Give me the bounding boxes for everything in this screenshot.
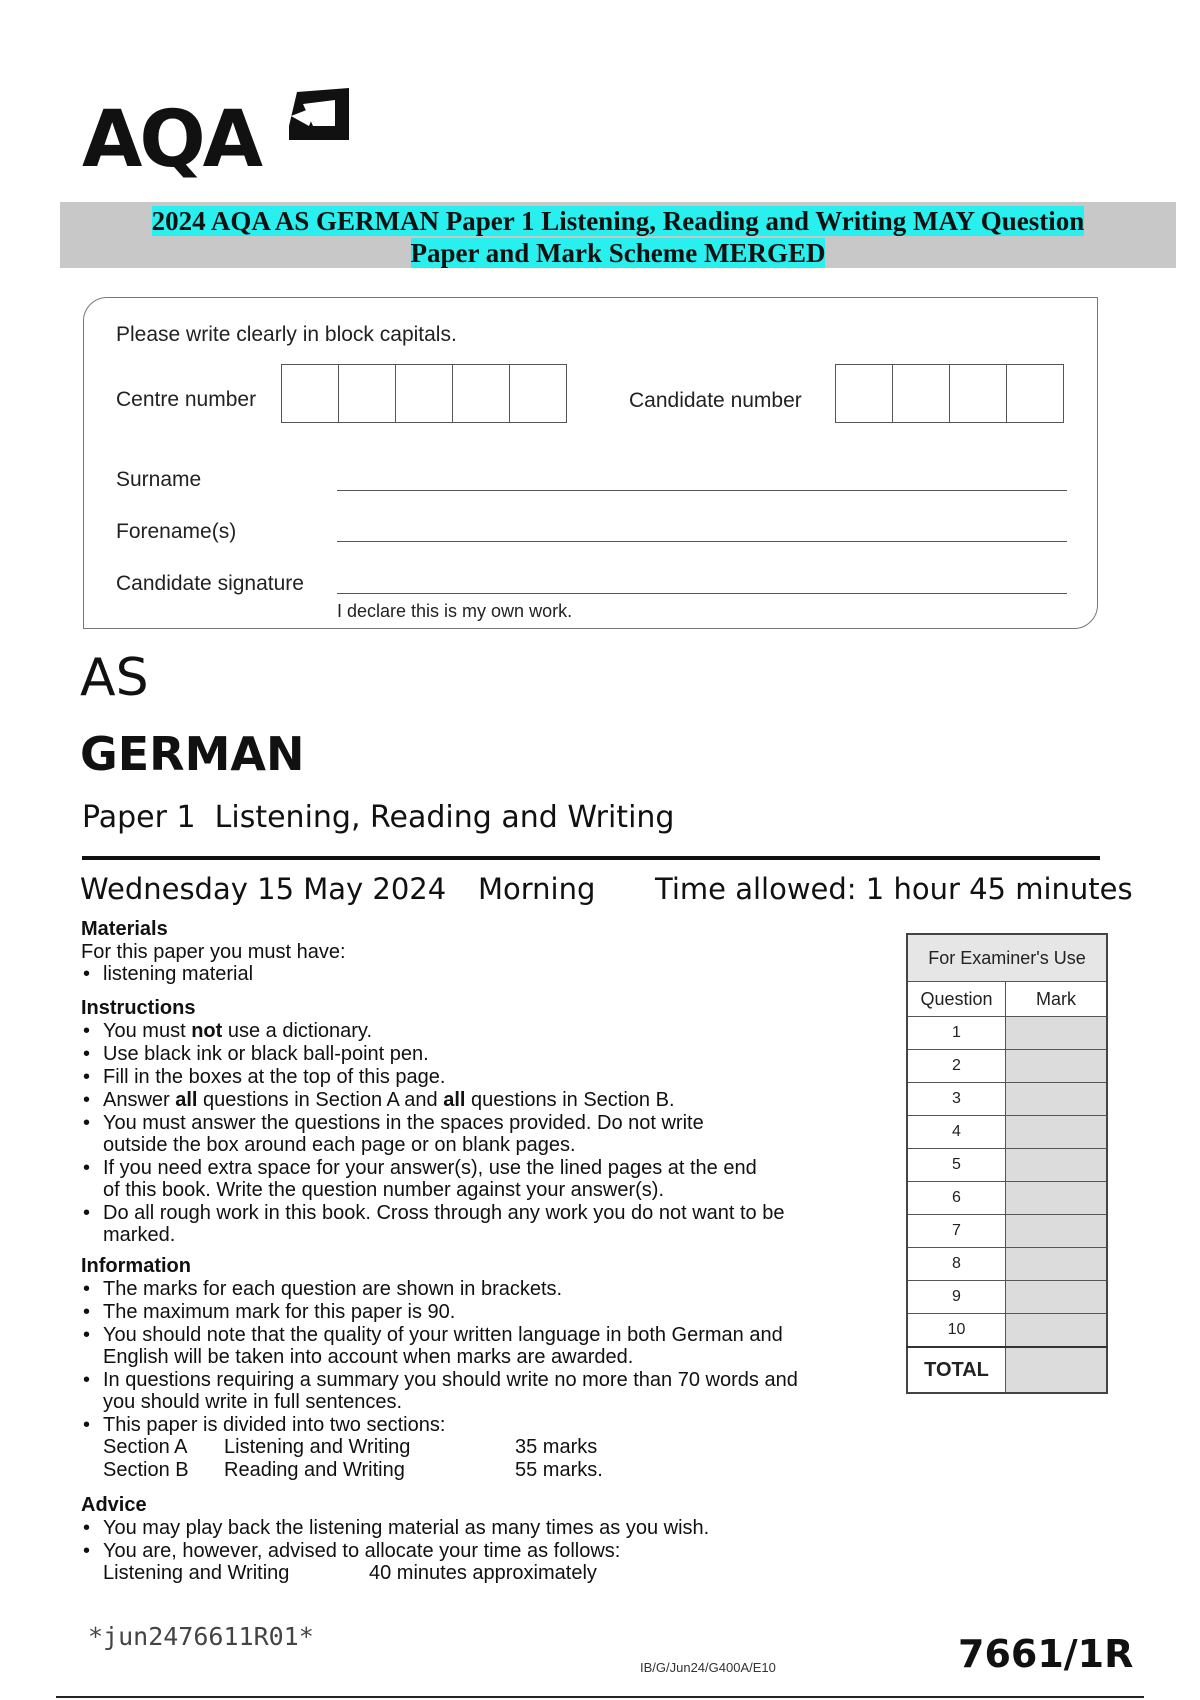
title-rule: [82, 856, 1100, 860]
signature-label: Candidate signature: [116, 572, 304, 595]
instructions-section: [81, 997, 881, 1247]
advice-item: • You may play back the listening material as many times as you wish.: [81, 1517, 881, 1539]
candidate-number-label: Candidate number: [629, 389, 802, 412]
question-number: 9: [907, 1281, 1006, 1314]
candidate-digit-box[interactable]: [950, 365, 1007, 422]
aqa-flag-icon: [287, 86, 351, 142]
materials-intro: For this paper you must have:: [81, 941, 346, 963]
question-column-header: Question: [907, 982, 1006, 1017]
examiner-table-title: For Examiner's Use: [907, 934, 1107, 982]
question-number: 1: [907, 1017, 1006, 1050]
exam-date: Wednesday 15 May 2024: [80, 872, 447, 906]
candidate-number-boxes[interactable]: [835, 364, 1064, 423]
signature-field[interactable]: [337, 593, 1067, 594]
instruction-item: • Answer all questions in Section A and all questions in Section B.: [81, 1089, 881, 1111]
materials-section: [81, 918, 881, 986]
materials-heading: Materials: [81, 918, 168, 940]
exam-subject: GERMAN: [80, 727, 305, 781]
instruction-item: • Do all rough work in this book. Cross through any work you do not want to be marked.: [81, 1202, 881, 1246]
forename-label: Forename(s): [116, 520, 237, 543]
advice-section: [81, 1494, 881, 1585]
surname-field[interactable]: [337, 490, 1067, 491]
information-item: • You should note that the quality of your written language in both German and English will be taken into account when marks are awarded.: [81, 1324, 881, 1368]
centre-digit-box[interactable]: [282, 365, 339, 422]
mark-cell[interactable]: [1006, 1083, 1108, 1116]
mark-cell[interactable]: [1006, 1050, 1108, 1083]
centre-number-boxes[interactable]: [281, 364, 567, 423]
surname-label: Surname: [116, 468, 202, 491]
information-item: • The maximum mark for this paper is 90.: [81, 1301, 881, 1323]
mark-cell[interactable]: [1006, 1248, 1108, 1281]
information-section: [81, 1255, 881, 1481]
paper-code: 7661/1R: [958, 1632, 1134, 1676]
block-capitals-instruction: Please write clearly in block capitals.: [116, 323, 457, 346]
instruction-item: • You must not use a dictionary.: [81, 1020, 881, 1042]
centre-digit-box[interactable]: [510, 365, 566, 422]
mark-cell[interactable]: [1006, 1314, 1108, 1348]
mark-cell[interactable]: [1006, 1017, 1108, 1050]
banner-line-2: Paper and Mark Scheme MERGED: [410, 238, 826, 268]
logo-text: AQA: [82, 95, 261, 185]
forename-field[interactable]: [337, 541, 1067, 542]
instruction-item: • Use black ink or black ball-point pen.: [81, 1043, 881, 1065]
advice-item: • You are, however, advised to allocate your time as follows: Listening and Writing 40 minutes approximately: [81, 1540, 881, 1584]
information-item: • In questions requiring a summary you should write no more than 70 words and you should write in full sentences.: [81, 1369, 881, 1413]
candidate-digit-box[interactable]: [836, 365, 893, 422]
mark-cell[interactable]: [1006, 1215, 1108, 1248]
total-label: TOTAL: [907, 1347, 1006, 1393]
instruction-item: • You must answer the questions in the spaces provided. Do not write outside the box around each page or on blank pages.: [81, 1112, 881, 1156]
declaration-text: I declare this is my own work.: [337, 601, 573, 621]
question-number: 4: [907, 1116, 1006, 1149]
mark-column-header: Mark: [1006, 982, 1108, 1017]
mark-cell[interactable]: [1006, 1281, 1108, 1314]
information-heading: Information: [81, 1255, 191, 1277]
examiner-use-table: [906, 933, 1108, 1394]
instructions-heading: Instructions: [81, 997, 196, 1019]
advice-heading: Advice: [81, 1494, 147, 1516]
question-number: 3: [907, 1083, 1006, 1116]
information-item: • This paper is divided into two sections: Section A Listening and Writing 35 marks Section B Reading and Writing 55 marks.: [81, 1414, 881, 1480]
mark-cell[interactable]: [1006, 1116, 1108, 1149]
mark-cell[interactable]: [1006, 1149, 1108, 1182]
centre-number-label: Centre number: [116, 388, 257, 411]
title-banner: [60, 202, 1176, 268]
exam-session: Morning: [478, 872, 596, 906]
mark-cell[interactable]: [1006, 1182, 1108, 1215]
question-number: 5: [907, 1149, 1006, 1182]
question-number: 6: [907, 1182, 1006, 1215]
document-reference: IB/G/Jun24/G400A/E10: [640, 1660, 776, 1675]
paper-title: Paper 1 Listening, Reading and Writing: [82, 800, 675, 835]
sections-table: Section A Listening and Writing 35 marks Section B Reading and Writing 55 marks.: [103, 1436, 603, 1481]
question-number: 2: [907, 1050, 1006, 1083]
centre-digit-box[interactable]: [339, 365, 396, 422]
candidate-digit-box[interactable]: [1007, 365, 1063, 422]
materials-item: • listening material: [81, 963, 881, 985]
instruction-item: • Fill in the boxes at the top of this page.: [81, 1066, 881, 1088]
question-number: 8: [907, 1248, 1006, 1281]
question-number: 7: [907, 1215, 1006, 1248]
footer-rule: [56, 1696, 1144, 1698]
instruction-item: • If you need extra space for your answer(s), use the lined pages at the end of this book. Write the question number against your answer(s).: [81, 1157, 881, 1201]
centre-digit-box[interactable]: [453, 365, 510, 422]
total-mark-cell[interactable]: [1006, 1347, 1108, 1393]
time-allowed: Time allowed: 1 hour 45 minutes: [655, 872, 1133, 906]
information-item: • The marks for each question are shown in brackets.: [81, 1278, 881, 1300]
exam-level: AS: [80, 648, 149, 708]
time-allocation-value: 40 minutes approximately: [369, 1562, 597, 1584]
aqa-logo: [82, 86, 352, 185]
candidate-digit-box[interactable]: [893, 365, 950, 422]
banner-line-1: 2024 AQA AS GERMAN Paper 1 Listening, Reading and Writing MAY Question: [151, 206, 1085, 236]
question-number: 10: [907, 1314, 1006, 1348]
centre-digit-box[interactable]: [396, 365, 453, 422]
barcode-text: *jun2476611R01*: [88, 1622, 314, 1651]
time-allocation-label: Listening and Writing: [103, 1562, 290, 1584]
